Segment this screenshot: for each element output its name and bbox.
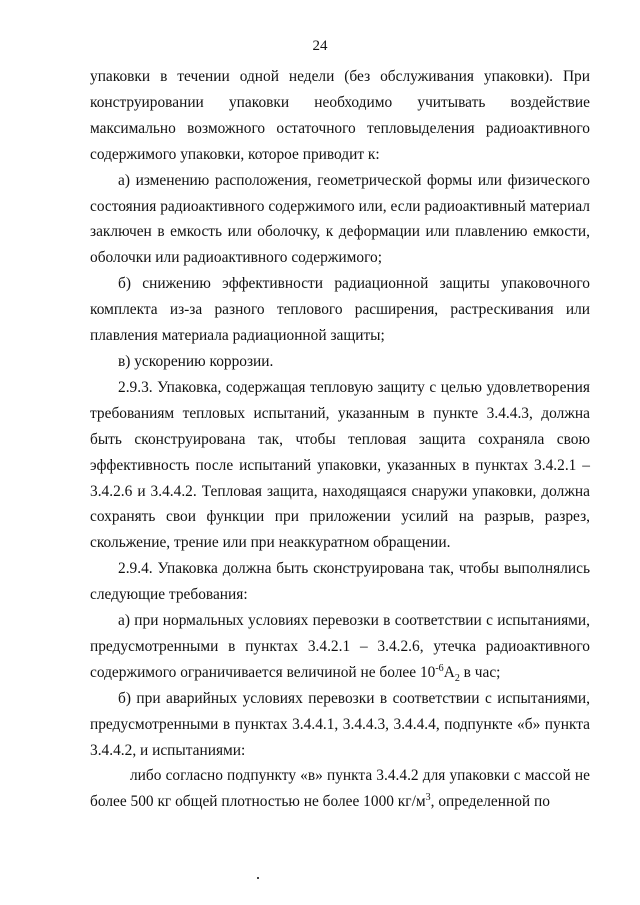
page-number: 24 <box>312 38 328 54</box>
clause-2-9-3: 2.9.3. Упаковка, содержащая тепловую защиту с целью удовлетворения требованиям тепловых испытаний, указанным в пункте 3.4.4.3, должна быть сконструирована так, чтобы тепловая защита сохраняла свою эффективность после испытаний упаковки, указанных в пунктах 3.4.2.1 – 3.4.2.6 и 3.4.4.2. Тепловая защита, находящаяся снаружи упаковки, должна сохранять свои функции при приложении усилий на разрыв, разрез, скольжение, трение или при неаккуратном обращении. <box>90 378 590 552</box>
requirement-a-text: а) при нормальных условиях перевозки в соответствии с испытаниями, предусмотренными в пунктах 3.4.2.1 – 3.4.2.6, утечка радиоактивного содержимого ограничивается величиной не более 10 <box>90 612 590 681</box>
requirement-b: б) при аварийных условиях перевозки в соответствии с испытаниями, предусмотренными в пунктах 3.4.4.1, 3.4.4.3, 3.4.4.4, подпункте «б» пункта 3.4.4.2, и испытаниями: <box>90 689 590 759</box>
option-tail: , определенной по <box>430 793 550 811</box>
list-item-c: в) ускорению коррозии. <box>118 352 274 370</box>
list-item-a: а) изменению расположения, геометрической формы или физического состояния радиоактивного содержимого или, если радиоактивный материал заключен в емкость или оболочку, к деформации или плавлению емкости, оболочки или радиоактивного содержимого; <box>90 171 590 267</box>
a2-subscript: 2 <box>454 672 460 684</box>
paragraph-continuation: упаковки в течении одной недели (без обслуживания упаковки). При конструировании упаковки необходимо учитывать воздействие максимально возможного остаточного тепловыделения радиоактивного содержимого упаковки, которое приводит к: <box>90 68 590 163</box>
requirement-b-option <box>90 763 590 815</box>
cubic-exponent: 3 <box>425 792 431 804</box>
document-body <box>90 64 590 815</box>
a2-symbol: A <box>443 663 455 681</box>
requirement-a <box>90 608 590 686</box>
list-item-b: б) снижению эффективности радиационной защиты упаковочного комплекта из-за разного теплового расширения, растрескивания или плавления материала радиационной защиты; <box>90 275 590 345</box>
clause-2-9-4: 2.9.4. Упаковка должна быть сконструирована так, чтобы выполнялись следующие требования: <box>90 560 590 604</box>
option-text: либо согласно подпункту «в» пункта 3.4.4.2 для упаковки с массой не более 500 кг общей плотностью не более 1000 кг/м <box>90 767 590 811</box>
exponent: -6 <box>435 662 444 674</box>
scan-speck <box>257 877 259 879</box>
requirement-a-tail: в час; <box>459 663 501 681</box>
